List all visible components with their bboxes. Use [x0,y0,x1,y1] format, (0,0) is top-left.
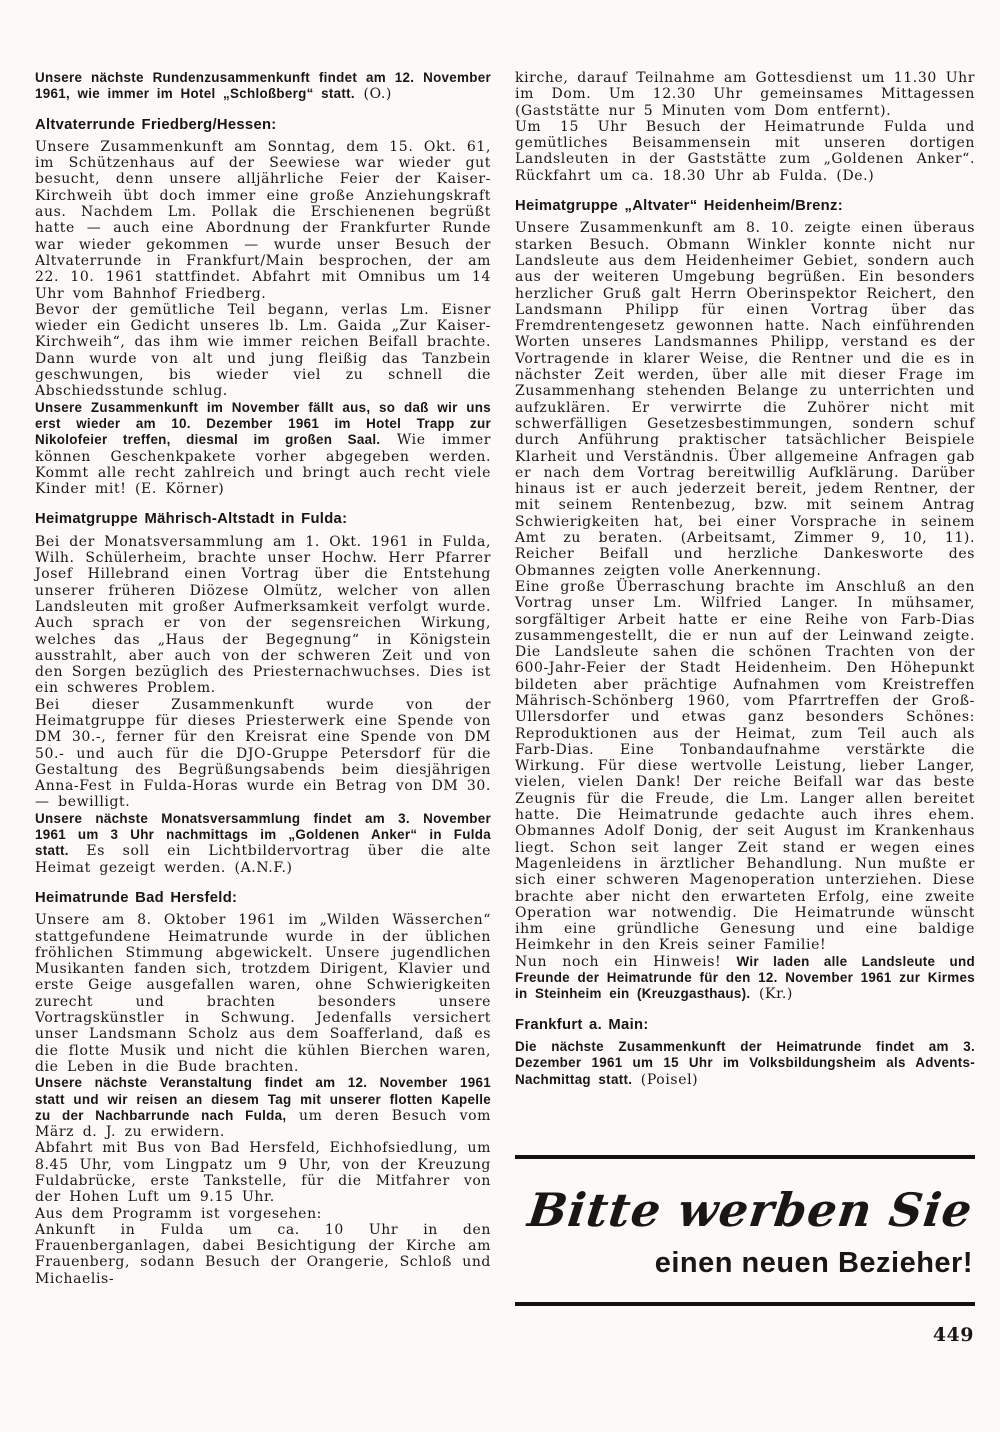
bold-notice-text: Unsere Zusammenkunft im November fällt aus, so daß wir uns erst wieder am 10. Dezember 1961 im Hotel Trapp zur Nikolofeier treffen, diesmal im großen Saal. [35,399,491,448]
body-paragraph: Bei der Monatsversammlung am 1. Okt. 1961 in Fulda, Wilh. Schülerheim, brachte unser Hochw. Herr Pfarrer Josef Hillebrand einen Vortrag über die Entstehung unserer früheren Diözese Olmütz, welcher von allen Landsleuten mit großer Aufmerksamkeit verfolgt wurde. Auch sprach er von der segensreichen Wirkung, welches das „Haus der Begegnung“ in Königstein ausstrahlt, aber auch von der schweren Zeit und von den Sorgen bezüglich des Priesternachwuchses. Dies ist ein schweres Problem. [35,533,491,697]
notice-paragraph [515,1039,975,1088]
body-paragraph: Unsere Zusammenkunft am 8. 10. zeigte einen überaus starken Besuch. Obmann Winkler konnte nicht nur Landsleute aus dem Heidenheimer Gebiet, sondern auch aus der weiteren Umgebung begrüßen. Ein besonders herzlicher Gruß galt Herrn Oberinspektor Reichert, den Landsmann Philipp für einen Vortrag über das Fremdrentengesetz gewonnen hatte. Nach einführenden Worten unseres Landsmannes Philipp, verstand es der Vortragende in klarer Weise, die Rentner und die es in nächster Zeit werden, über alle mit dieser Frage im Zusammenhang stehenden Belange zu unterrichten und aufzuklären. Er verwirrte die Zuhörer nicht mit schwerfälligen Gesetzesbestimmungen, sondern schuf durch Anführung praktischer tatsächlicher Beispiele Klarheit und Verständnis. Über allgemeine Anfragen gab er nach dem Vortrag bereitwillig Aufklärung. Darüber hinaus ist er auch jederzeit bereit, jedem Rentner, der mit seinem Rentenbezug, bzw. mit seinem Antrag Schwierigkeiten hat, bei einer Vorsprache in seinem Amt zu beraten. (Arbeitsamt, Zimmer 9, 10, 11). Reicher Beifall und herzliche Dankesworte des Obmannes zeigten volle Anerkennung. [515,220,975,579]
heading-heimatgruppe-maehrisch-altstadt: Heimatgruppe Mährisch-Altstadt in Fulda: [35,511,348,528]
body-paragraph: Unsere am 8. Oktober 1961 im „Wilden Wässerchen“ stattgefundene Heimatrunde wurde in der üblichen fröhlichen Stimmung abgewickelt. Unsere jugendlichen Musikanten fanden sich, trotzdem Dirigent, Klavier und erste Geige ausgefallen waren, ohne Schwierigkeiten zurecht und brachten besonders unsere Vortragskünstler in Schwung. Jedenfalls versichert unser Landsmann Scholz aus dem Soafferland, daß es die flotte Musik und nicht die kühlen Bierchen waren, die Leben in die Bude brachten. [35,912,491,1075]
body-paragraph: Ankunft in Fulda um ca. 10 Uhr in den Frauenberganlagen, dabei Besichtigung der Kirche am Frauenberg, sodann Besuch der Orangerie, Schloß und Michaelis- [35,1221,491,1287]
notice-paragraph [35,811,491,876]
bold-notice-text: Unsere nächste Rundenzusammenkunft findet am 12. November 1961, wie immer im Hotel „Schloßberg“ statt. [35,70,491,102]
notice-paragraph [515,954,975,1003]
notice-continuation: Es soll ein Lichtbildervortrag über die alte Heimat gezeigt werden. (A.N.F.) [35,843,491,876]
right-column [515,70,975,1088]
body-paragraph: kirche, darauf Teilnahme am Gottesdienst um 11.30 Uhr im Dom. Um 12.30 Uhr gemeinsames Mittagessen (Gaststätte nur 5 Minuten vom Dom entfernt). [515,70,975,119]
body-paragraph: Bevor der gemütliche Teil begann, verlas Lm. Eisner wieder ein Gedicht unseres lb. Lm. Gaida „Zur Kaiser-Kirchweih“, das ihm wie immer reichen Beifall brachte. Dann wurde von alt und jung fleißig das Tanzbein geschwungen, bis wieder viel zu schnell die Abschiedsstunde schlug. [35,301,491,400]
bold-notice-text: Die nächste Zusammenkunft der Heimatrunde findet am 3. Dezember 1961 um 15 Uhr im Volksbildungsheim als Advents-Nachmittag statt. [515,1038,975,1087]
heading-heimatrunde-bad-hersfeld: Heimatrunde Bad Hersfeld: [35,889,238,906]
body-paragraph: Abfahrt mit Bus von Bad Hersfeld, Eichhofsiedlung, um 8.45 Uhr, vom Lingpatz um 9 Uhr, von der Kreuzung Fuldabrücke, erste Tankstelle, für die Mitfahrer von der Hohen Luft um 9.15 Uhr. [35,1140,491,1206]
page-number: 449 [932,1324,974,1346]
ad-script-line: Bitte werben Sie [525,1183,976,1237]
ad-subline: einen neuen Bezieher! [654,1247,973,1279]
body-paragraph: Unsere Zusammenkunft am Sonntag, dem 15. Okt. 61, im Schützenhaus auf der Seewiese war wieder gut besucht, denn unsere alljährliche Feier der Kaiser-Kirchweih übt doch immer eine große Anziehungskraft aus. Nachdem Lm. Pollak die Erschienenen begrüßt hatte — auch eine Abordnung der Frankfurter Runde war wieder gekommen — wurde unser Besuch der Altvaterrunde in Frankfurt/Main besprochen, der am 22. 10. 1961 stattfindet. Abfahrt mit Omnibus um 14 Uhr vom Bahnhof Friedberg. [35,138,491,302]
notice-signature: (Kr.) [750,986,793,1003]
left-column [35,70,491,1287]
notice-continuation: um deren Besuch vom März d. J. zu erwidern. [35,1107,491,1141]
bold-notice-text: Unsere nächste Monatsversammlung findet am 3. November 1961 um 3 Uhr nachmittags im „Goldenen Anker“ in Fulda statt. [35,810,491,859]
body-paragraph: Aus dem Programm ist vorgesehen: [35,1205,322,1222]
bold-notice-text: Wir laden alle Landsleute und Freunde der Heimatrunde für den 12. November 1961 zur Kirmes in Steinheim ein (Kreuzgasthaus). [515,953,975,1002]
heading-heimatgruppe-altvater-heidenheim: Heimatgruppe „Altvater“ Heidenheim/Brenz: [515,198,843,215]
notice-lead-in: Nun noch ein Hinweis! [515,953,737,970]
notice-paragraph [35,1075,491,1140]
notice-signature: (Poisel) [632,1071,699,1088]
notice-paragraph [35,400,491,498]
bold-notice-text: Unsere nächste Veranstaltung findet am 12. November 1961 statt und wir reisen an diesem Tag mit unserer flotten Kapelle zu der Nachbarrunde nach Fulda, [35,1075,491,1123]
notice-paragraph [35,70,491,103]
body-paragraph: Bei dieser Zusammenkunft wurde von der Heimatgruppe für dieses Priesterwerk eine Spende von DM 30.-, ferner für den Kreisrat eine Spende von DM 50.- und auch für die DJO-Gruppe Petersdorf für die Gestaltung des Begrüßungsabends beim diesjährigen Anna-Fest in Fulda-Horas wurde ein Betrag von DM 30.— bewilligt. [35,696,491,811]
body-paragraph: Um 15 Uhr Besuch der Heimatrunde Fulda und gemütliches Beisammensein mit unseren dortigen Landsleuten in der Gaststätte zum „Goldenen Anker“. Rückfahrt um ca. 18.30 Uhr ab Fulda. (De.) [515,118,975,184]
body-paragraph: Eine große Überraschung brachte im Anschluß an den Vortrag unser Lm. Wilfried Langer. In mühsamer, sorgfältiger Arbeit hatte er eine Reihe von Farb-Dias zusammengestellt, die er nun auf der Leinwand zeigte. Die Landsleute sahen die schönen Trachten von der 600-Jahr-Feier der Stadt Heidenheim. Den Höhepunkt bildeten aber prächtige Aufnahmen vom Kreistreffen Mährisch-Schönberg 1960, vom Pfarrtreffen der Groß-Ullersdorfer und etwas ganz besonders Schönes: Reproduktionen aus der Heimat, zum Teil auch als Farb-Dias. Eine Tonbandaufnahme verstärkte die Wirkung. Für diese wertvolle Leistung, lieber Langer, vielen, vielen Dank! Der reiche Beifall war das beste Zeugnis für die Freude, die Lm. Langer allen bereitet hatte. Die Heimatrunde gedachte auch ihres ehem. Obmannes Adolf Donig, der seit August im Krankenhaus liegt. Schon seit langer Zeit stand er wegen eines Magenleidens in ärztlicher Behandlung. Nun mußte er sich einer schweren Magenoperation unterziehen. Diese brachte aber nicht den erwarteten Erfolg, eine zweite Operation war notwendig. Die Heimatrunde wünscht ihm eine gründliche Genesung und eine baldige Heimkehr in den Kreis seiner Familie! [515,578,975,954]
subscription-ad [515,1155,975,1306]
heading-altvaterrunde-friedberg: Altvaterrunde Friedberg/Hessen: [35,116,277,133]
ad-rule-bottom [515,1302,975,1306]
ad-rule-top [515,1155,975,1159]
heading-frankfurt-a-main: Frankfurt a. Main: [515,1016,649,1033]
notice-signature: (O.) [354,86,392,103]
notice-continuation: Wie immer können Geschenkpakete vorher abgegeben werden. Kommt alle recht zahlreich und bringt auch recht viele Kinder mit! (E. Körner) [35,432,492,498]
